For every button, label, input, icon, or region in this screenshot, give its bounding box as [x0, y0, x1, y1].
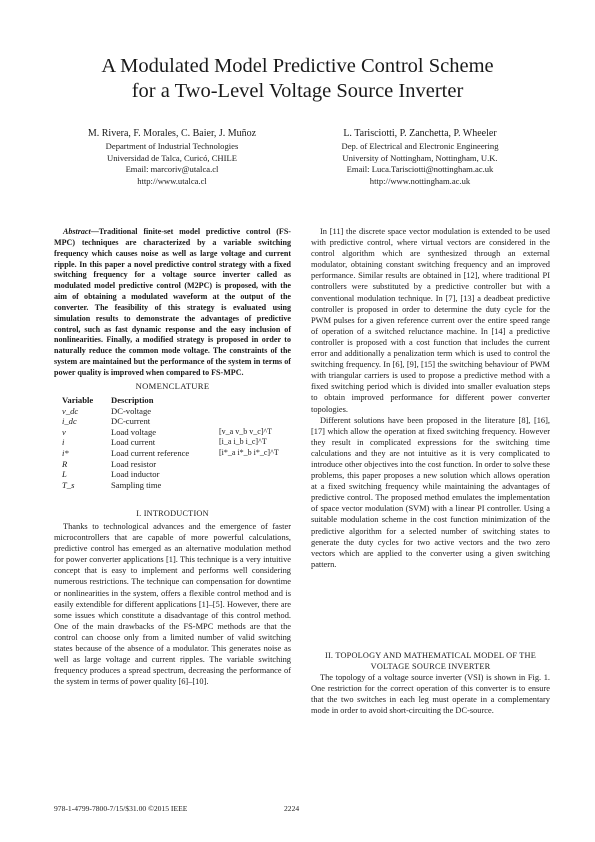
nomenclature-extra: [i*_a i*_b i*_c]^T	[219, 447, 279, 457]
nomenclature-heading-text: NOMENCLATURE	[135, 381, 210, 391]
nomenclature-table	[62, 395, 279, 490]
author-names: L. Tarisciotti, P. Zanchetta, P. Wheeler	[343, 128, 497, 139]
author-department: Dep. of Electrical and Electronic Engineering	[341, 141, 499, 151]
section-1-heading	[54, 508, 291, 519]
paper-title	[40, 54, 555, 104]
nomenclature-row	[62, 416, 279, 427]
section-2-heading	[311, 650, 550, 672]
nomenclature-var: i	[62, 437, 65, 448]
abstract-text: —Traditional finite-set model predictive control (FS-MPC) techniques are characterized by a variable switching frequency which causes noise as well as large voltage and current ripple. In this paper a novel predictive control strategy with a fixed switching frequency for a voltage source inverter called as modulated model predictive control (M2PC) is proposed, with the aim of obtaining a modulated waveform at the output of the converter. The feasibility of this strategy is evaluated using simulation results to demonstrate the advantages of predictive control, such as fast dynamic response and the easy inclusion of nonlinearities. Finally, a modified strategy is proposed in order to naturally reduce the common mode voltage. The constraints of the system are maintained but the performance of the system in terms of power quality is improved when compared to FS-MPC.	[54, 227, 291, 377]
author-website[interactable]: http://www.utalca.cl	[137, 175, 207, 186]
nomenclature-heading	[54, 381, 291, 391]
nomenclature-var: T_s	[62, 479, 75, 490]
nomenclature-row	[62, 437, 279, 448]
paragraph: In [11] the discrete space vector modulation is extended to be used with predictive control, where virtual vectors are considered in the control algorithm which are synthesized through an external modulator, obtaining constant switching frequency and an improved performance. Similar results are obtained in [12], where traditional PI controllers were substituted by a predictive controller but with a conventional modulation technique. In [7], [13] a deadbeat predictive controller is proposed in order to determine the duty cycle for the PWM pulses for a given reference current over the entire speed range of operation of a switched reluctance machine. In [14] a predictive controller is proposed with a cost function that includes the current error and additionally a penalization term which is used to control the switching frequency. In [6], [9], [15] the switching behaviour of PWM with triangular carriers is used to propose a predictive method with a fixed switching period which is divided into smaller evaluation steps to obtain improved performance for different power converter topologies.	[311, 227, 550, 414]
nomenclature-var: v	[62, 426, 66, 437]
section-2-heading-line-1: II. TOPOLOGY AND MATHEMATICAL MODEL OF THE	[325, 651, 536, 660]
author-email[interactable]: Email: marcoriv@utalca.cl	[125, 164, 219, 175]
section-1-body	[54, 521, 291, 687]
nomenclature-extra	[219, 469, 279, 480]
nomenclature-desc: Load resistor	[111, 458, 157, 469]
author-block-right	[305, 127, 535, 187]
paragraph: Different solutions have been proposed in the literature [8], [16], [17] which allow the operation at fixed switching frequency. However they result in complicated expressions for the switching time calculations and they are not intuitive as it is very complicated to introduce other objectives into the cost function. In order to solve these problems, this paper proposes a new solution which allows operation at a fixed switching frequency while maintaining the advantages of predictive control. The proposed method emulates the implementation of space vector modulation (SVM) with a linear PI controller. Using a suitable modulation scheme in the cost function minimization of the predictive algorithm for a selected number of switching states to generate the duty cycles for two active vectors and the two zero vectors which are applied to the converter using a given switching pattern.	[311, 415, 550, 569]
nomenclature-desc: DC-current	[111, 416, 151, 427]
nomenclature-row	[62, 448, 279, 459]
nomenclature-row	[62, 406, 279, 417]
page-number: 2224	[284, 804, 300, 813]
paragraph: Thanks to technological advances and the emergence of faster microcontrollers that are capable of more powerful calculations, predictive control has emerged as an alternative modulation method for power converter applications [1]. This technique is a very intuitive concept that is easy to implement and performs well considering numerous restrictions. The technique can compensation for downtime or nonlinearities in the system, offers a flexible control method and is easily extendible for different applications [1]–[5]. However, there are some issues which constitute a disadvantage of this control method. One of the main drawbacks of the FS-MPC methods are that the control can choose only from a limited number of valid switching states because of the absence of a modulator. This generates noise as well as large voltage and current ripples. The variable switching frequency produces a spread spectrum, decreasing the performance of the system in terms of power quality [6]–[10].	[54, 522, 291, 687]
nomenclature-extra: [i_a i_b i_c]^T	[219, 437, 267, 447]
author-university: Universidad de Talca, Curicó, CHILE	[106, 152, 238, 163]
section-2-heading-line-2: VOLTAGE SOURCE INVERTER	[370, 662, 491, 671]
author-block-left	[57, 127, 287, 187]
nomenclature-desc: Load inductor	[111, 469, 160, 480]
nomenclature-var: i_dc	[62, 416, 77, 427]
right-column-body	[311, 226, 550, 570]
abstract	[54, 227, 291, 379]
author-names: M. Rivera, F. Morales, C. Baier, J. Muñoz	[87, 128, 257, 139]
nomenclature-var: i*	[62, 447, 69, 458]
nomenclature-desc: DC-voltage	[111, 405, 152, 416]
author-department: Department of Industrial Technologies	[105, 141, 239, 151]
nomenclature-extra: [v_a v_b v_c]^T	[219, 426, 273, 436]
author-university: University of Nottingham, Nottingham, U.K.	[342, 152, 498, 163]
nomenclature-col-variable: Variable	[62, 395, 94, 405]
nomenclature-row	[62, 480, 279, 491]
title-line-2: for a Two-Level Voltage Source Inverter	[131, 80, 464, 102]
nomenclature-col-description: Description	[111, 395, 154, 405]
footer-isbn: 978-1-4799-7800-7/15/$31.00 ©2015 IEEE	[54, 804, 188, 813]
nomenclature-desc: Sampling time	[111, 479, 162, 490]
nomenclature-extra	[219, 480, 279, 491]
nomenclature-row	[62, 459, 279, 470]
nomenclature-extra	[219, 416, 279, 427]
nomenclature-var: R	[62, 458, 68, 469]
nomenclature-desc: Load voltage	[111, 426, 157, 437]
nomenclature-row	[62, 469, 279, 480]
section-2-body	[311, 672, 550, 716]
nomenclature-var: L	[62, 469, 67, 480]
nomenclature-var: v_dc	[62, 405, 79, 416]
title-line-1: A Modulated Model Predictive Control Scheme	[101, 55, 494, 77]
nomenclature-extra	[219, 459, 279, 470]
author-website[interactable]: http://www.nottingham.ac.uk	[369, 175, 471, 186]
paragraph: The topology of a voltage source inverter (VSI) is shown in Fig. 1. One restriction for the correct operation of this converter is to ensure that the two switches in each leg must operate in a complementary mode in order to avoid short-circuiting the DC-source.	[311, 673, 550, 716]
nomenclature-desc: Load current reference	[111, 447, 190, 458]
abstract-label: Abstract	[63, 227, 91, 236]
section-1-heading-text: I. INTRODUCTION	[136, 509, 209, 518]
nomenclature-desc: Load current	[111, 437, 156, 448]
author-email[interactable]: Email: Luca.Tarisciotti@nottingham.ac.uk	[346, 164, 494, 175]
nomenclature-row	[62, 427, 279, 438]
nomenclature-extra	[219, 406, 279, 417]
